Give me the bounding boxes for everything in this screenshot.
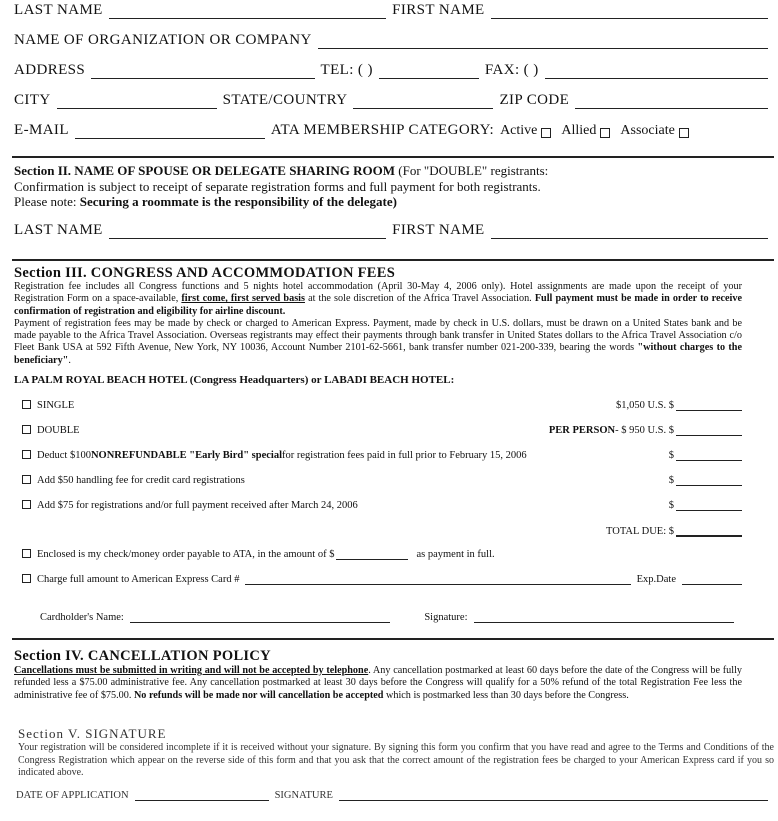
- handling-dollar: $: [668, 475, 674, 486]
- double-amount-field[interactable]: [676, 425, 742, 436]
- date-of-application-field[interactable]: [135, 790, 269, 801]
- section5-paragraph: Your registration will be considered incomplete if it is received without your signature. By signing this form you confirm that you have read and agree to the Terms and Conditions of the Congress Registration which appear on the reverse side of this form and that you ask that the correct amount of the registration fees be charged to your American Express card if you so indicated above.: [18, 742, 774, 778]
- section4-bold: No refunds will be made nor will cancellation be accepted: [133, 689, 384, 701]
- email-field[interactable]: [75, 124, 265, 139]
- option-active-label: Active: [500, 123, 538, 138]
- exp-date-field[interactable]: [682, 574, 742, 585]
- section3-paragraph: [14, 281, 742, 367]
- zip-field[interactable]: [575, 94, 768, 109]
- roommate-first-name-field[interactable]: [491, 224, 768, 239]
- state-country-label: STATE/COUNTRY: [222, 92, 348, 108]
- city-field[interactable]: [57, 94, 217, 109]
- application-signature-field[interactable]: [339, 790, 768, 801]
- single-amount-field[interactable]: [676, 400, 742, 411]
- roommate-first-name-label: FIRST NAME: [392, 222, 485, 238]
- card-signature-label: Signature:: [424, 612, 468, 623]
- enclosed-check-checkbox[interactable]: [22, 549, 31, 558]
- roommate-last-name-label: LAST NAME: [14, 222, 103, 238]
- section-divider: [12, 156, 774, 158]
- section2-title: Section II. NAME OF SPOUSE OR DELEGATE SHARING ROOM: [14, 163, 396, 178]
- enclosed-label-b: as payment in full.: [416, 549, 495, 560]
- fax-label: FAX: ( ): [484, 62, 539, 78]
- address-field[interactable]: [91, 64, 314, 79]
- active-checkbox[interactable]: [541, 128, 551, 138]
- section4-underline: Cancellations must be submitted in writing and will not be accepted by telephone: [14, 665, 369, 676]
- total-due-field[interactable]: [676, 525, 742, 537]
- card-signature-field[interactable]: [474, 612, 735, 623]
- total-due-label: TOTAL DUE: $: [606, 526, 674, 537]
- single-label: SINGLE: [37, 400, 75, 411]
- section3-p1-b: at the sole discretion of the Africa Travel Association.: [304, 293, 535, 305]
- zip-label: ZIP CODE: [499, 92, 570, 108]
- section4-text-1: . Any cancellation postmarked at least 60 days before the date of the Congress will be fully refunded less a $75.00 administrative fee. Any cancellation postmarked at least 30 days before the Congress will qualify for a 50% refund of the total Registration Fee less the administrative fee of $75.00.: [14, 665, 742, 701]
- section2-note-bold: Securing a roommate is the responsibility of the delegate): [79, 194, 397, 209]
- section2-note-label: Please note:: [14, 194, 80, 209]
- address-label: ADDRESS: [14, 62, 86, 78]
- late-amount-field[interactable]: [676, 500, 742, 511]
- double-per-person: PER PERSON: [548, 425, 616, 436]
- fee-double-row: [22, 425, 742, 436]
- section-divider: [12, 259, 774, 261]
- amex-card-number-field[interactable]: [245, 574, 630, 585]
- ata-category-label: ATA MEMBERSHIP CATEGORY:: [270, 122, 495, 138]
- section3-p2: Payment of registration fees may be made by check or charged to American Express. Payment, made by check in U.S. dollars, must be drawn on a United States bank and be made payable to the Africa Travel Association. Overseas registrants may effect their payments through bank transfer in United States dollars to the Africa Travel Association c/o Fleet Bank USA at 592 Fifth Avenue, New York, NY 10036, Account Number 2101-62-5661, bank transfer number 021-200-339, bearing the words: [14, 317, 742, 354]
- handling-amount-field[interactable]: [676, 475, 742, 486]
- section3-p2-bold: "without charges to the beneficiary": [14, 342, 742, 366]
- hotel-heading: LA PALM ROYAL BEACH HOTEL (Congress Headquarters) or LABADI BEACH HOTEL:: [14, 374, 455, 386]
- late-dollar: $: [668, 500, 674, 511]
- earlybird-label-a: Deduct $100: [37, 450, 91, 461]
- amex-charge-row: [22, 574, 742, 585]
- first-name-field[interactable]: [491, 4, 768, 19]
- earlybird-label-c: for registration fees paid in full prior to February 15, 2006: [282, 450, 527, 461]
- application-signature-label: SIGNATURE: [274, 790, 333, 801]
- earlybird-checkbox[interactable]: [22, 450, 31, 459]
- section2-text: [14, 163, 744, 210]
- allied-checkbox[interactable]: [600, 128, 610, 138]
- name-row: [14, 2, 774, 19]
- double-label: DOUBLE: [37, 425, 80, 436]
- section3-p2-end: .: [68, 354, 71, 366]
- section3-p1-bold: Full payment must be made in order to receive confirmation of registration and eligibility for airline discount.: [14, 293, 742, 317]
- earlybird-amount-field[interactable]: [676, 450, 742, 461]
- roommate-last-name-field[interactable]: [109, 224, 386, 239]
- double-price: - $ 950 U.S. $: [615, 425, 674, 436]
- date-of-application-label: DATE OF APPLICATION: [16, 790, 129, 801]
- earlybird-dollar: $: [668, 450, 674, 461]
- roommate-name-row: [14, 222, 774, 239]
- section4-paragraph: [14, 665, 742, 702]
- first-name-label: FIRST NAME: [392, 2, 485, 18]
- email-label: E-MAIL: [14, 122, 69, 138]
- cardholder-label: Cardholder's Name:: [40, 612, 124, 623]
- tel-label: TEL: ( ): [320, 62, 373, 78]
- city-row: [14, 92, 774, 109]
- fee-late-row: [22, 500, 742, 511]
- option-associate-label: Associate: [620, 123, 675, 138]
- organization-row: [14, 32, 774, 49]
- double-checkbox[interactable]: [22, 425, 31, 434]
- organization-label: NAME OF ORGANIZATION OR COMPANY: [14, 32, 312, 48]
- total-due-row: [22, 525, 742, 537]
- earlybird-label-b: NONREFUNDABLE "Early Bird" special: [90, 450, 282, 461]
- email-row: [14, 122, 778, 139]
- enclosed-check-row: [22, 549, 495, 560]
- cardholder-name-field[interactable]: [130, 612, 391, 623]
- organization-field[interactable]: [318, 34, 768, 49]
- tel-field[interactable]: [379, 64, 479, 79]
- option-allied-label: Allied: [561, 123, 597, 138]
- section2-confirmation: Confirmation is subject to receipt of separate registration forms and full payment for both registrants.: [14, 178, 541, 194]
- late-checkbox[interactable]: [22, 500, 31, 509]
- amex-label: Charge full amount to American Express Card #: [37, 574, 240, 585]
- last-name-field[interactable]: [109, 4, 386, 19]
- amex-checkbox[interactable]: [22, 574, 31, 583]
- section4-text-2: which is postmarked less than 30 days before the Congress.: [383, 689, 629, 701]
- application-signature-row: [16, 790, 774, 801]
- handling-label: Add $50 handling fee for credit card registrations: [37, 475, 245, 486]
- fax-field[interactable]: [545, 64, 768, 79]
- section3-p1-underline: first come, first served basis: [181, 293, 305, 305]
- section4-title: Section IV. CANCELLATION POLICY: [14, 648, 271, 664]
- fee-handling-row: [22, 475, 742, 486]
- handling-checkbox[interactable]: [22, 475, 31, 484]
- hotel-heading-row: [14, 374, 742, 386]
- section3-title: Section III. CONGRESS AND ACCOMMODATION FEES: [14, 265, 396, 281]
- fee-earlybird-row: [22, 450, 742, 461]
- section2-title-note: (For "DOUBLE" registrants:: [398, 163, 549, 178]
- address-row: [14, 62, 774, 79]
- enclosed-amount-field[interactable]: [336, 549, 408, 560]
- section3-p1: Registration fee includes all Congress functions and 5 nights hotel accommodation (April 30-May 4, 2006 only). Hotel assignments are made upon the receipt of your Registration Form on a space-available,: [14, 281, 742, 305]
- single-price: $1,050 U.S. $: [615, 400, 674, 411]
- section5-title: Section V. SIGNATURE: [18, 726, 167, 741]
- city-label: CITY: [14, 92, 51, 108]
- state-country-field[interactable]: [353, 94, 493, 109]
- late-label: Add $75 for registrations and/or full payment received after March 24, 2006: [37, 500, 358, 511]
- associate-checkbox[interactable]: [679, 128, 689, 138]
- last-name-label: LAST NAME: [14, 2, 103, 18]
- enclosed-label: Enclosed is my check/money order payable to ATA, in the amount of $: [37, 549, 335, 560]
- fee-single-row: [22, 400, 742, 411]
- exp-date-label: Exp.Date: [636, 574, 676, 585]
- section-divider: [12, 638, 774, 640]
- cardholder-row: [40, 612, 740, 623]
- single-checkbox[interactable]: [22, 400, 31, 409]
